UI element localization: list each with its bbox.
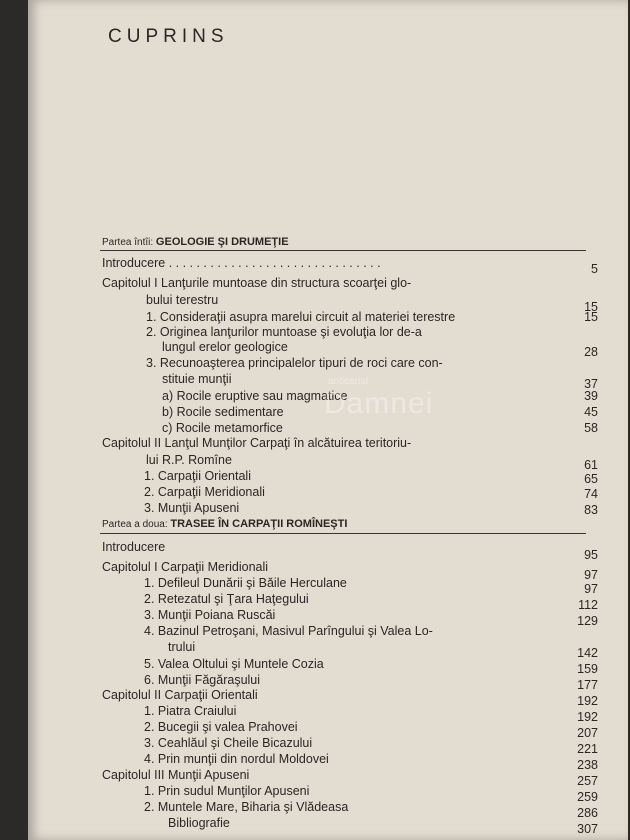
part-one-name: GEOLOGIE ŞI DRUMEŢIE <box>155 236 289 248</box>
toc-entry-text: a) Rocile eruptive sau magmatice <box>162 389 348 403</box>
toc-page-number: 39 <box>584 389 598 403</box>
toc-entry-text: Introducere <box>102 540 166 554</box>
toc-page-number: 112 <box>578 598 598 612</box>
toc-page-number: 259 <box>577 790 598 804</box>
book-page <box>28 0 628 840</box>
toc-entry-text: 5. Valea Oltului şi Muntele Cozia <box>144 657 324 671</box>
toc-entry-text: 2. Muntele Mare, Biharia şi Vlădeasa <box>144 800 349 814</box>
toc-page-number: 58 <box>584 421 598 435</box>
toc-page-number: 83 <box>584 503 598 517</box>
watermark-sub: anticariat <box>328 376 369 387</box>
toc-page-number: 257 <box>577 774 598 788</box>
toc-entry-text: Bibliografie <box>168 816 230 830</box>
toc-page-number: 95 <box>584 548 598 562</box>
toc-entry-text: Capitolul II Lanţul Munţilor Carpaţi în alcătuirea teritoriu- <box>102 436 412 450</box>
toc-entry-text: Introducere . . . . . . . . . . . . . . . . . . . . . . . . . . . . . . . <box>102 256 381 270</box>
toc-page-number: 65 <box>584 472 598 486</box>
toc-page-number: 221 <box>577 742 598 756</box>
toc-entry-text: Capitolul I Carpaţii Meridionali <box>102 560 269 574</box>
toc-page-number: 286 <box>577 806 598 820</box>
part-one-heading <box>102 236 289 248</box>
toc-page-number: 129 <box>577 614 598 628</box>
toc-page-number: 142 <box>577 646 598 660</box>
toc-entry-text: stituie munţii <box>162 372 232 386</box>
toc-page-number: 45 <box>584 405 598 419</box>
toc-page-number: 192 <box>577 694 598 708</box>
toc-entry-text: b) Rocile sedimentare <box>162 405 284 419</box>
divider <box>100 533 586 534</box>
toc-page-number: 177 <box>577 678 598 692</box>
toc-page-number: 15 <box>584 300 598 314</box>
toc-page-number: 61 <box>584 458 598 472</box>
watermark: Damnei <box>324 387 434 420</box>
toc-entry-text: lungul erelor geologice <box>162 340 288 354</box>
toc-entry-text: c) Rocile metamorfice <box>162 421 283 435</box>
part-two-label: Partea a doua: <box>102 519 168 530</box>
toc-page-number: 15 <box>584 310 598 324</box>
toc-entry-text: 1. Piatra Craiului <box>144 704 237 718</box>
toc-entry-text: 3. Recunoaşterea principalelor tipuri de roci care con- <box>146 356 443 370</box>
toc-entry-text: 2. Retezatul şi Ţara Haţegului <box>144 592 309 606</box>
part-two-heading <box>102 518 347 530</box>
toc-entry-text: trului <box>168 640 196 654</box>
part-two-name: TRASEE ÎN CARPAŢII ROMÎNEŞTI <box>170 518 348 530</box>
toc-page-number: 159 <box>577 662 598 676</box>
toc-entry-text: 3. Munţii Apuseni <box>144 501 240 515</box>
toc-entry-text: lui R.P. Romîne <box>146 453 232 467</box>
toc-entry-text: Capitolul I Lanţurile muntoase din structura scoarţei glo- <box>102 276 412 290</box>
toc-page-number: 207 <box>577 726 598 740</box>
toc-entry-text: 4. Bazinul Petroşani, Masivul Parîngului şi Valea Lo- <box>144 624 433 638</box>
page-title: CUPRINS <box>108 26 229 47</box>
toc-page-number: 238 <box>577 758 598 772</box>
toc-entry-text: 3. Munţii Poiana Ruscăi <box>144 608 276 622</box>
toc-page-number: 74 <box>584 487 598 501</box>
toc-entry-text: 2. Carpaţii Meridionali <box>144 485 265 499</box>
toc-entry-text: Capitolul II Carpaţii Orientali <box>102 688 258 702</box>
toc-entry-text: bului terestru <box>146 293 219 307</box>
toc-page-number: 97 <box>584 582 598 596</box>
toc-entry-text: 2. Bucegii şi valea Prahovei <box>144 720 298 734</box>
toc-page-number: 37 <box>584 377 598 391</box>
toc-entry-text: 1. Prin sudul Munţilor Apuseni <box>144 784 310 798</box>
toc-page-number: 97 <box>584 568 598 582</box>
toc-entry-text: 3. Ceahlăul şi Cheile Bicazului <box>144 736 313 750</box>
toc-entry-text: Capitolul III Munţii Apuseni <box>102 768 250 782</box>
toc-entry-text: 2. Originea lanţurilor muntoase şi evoluţia lor de-a <box>146 325 422 339</box>
toc-page-number: 307 <box>577 822 598 836</box>
toc-page-number: 192 <box>577 710 598 724</box>
toc-page-number: 28 <box>584 345 598 359</box>
toc-entry-text: 1. Defileul Dunării şi Băile Herculane <box>144 576 347 590</box>
toc-entry-text: 1. Consideraţii asupra marelui circuit al materiei terestre <box>146 310 456 324</box>
part-one-label: Partea întîi: <box>102 237 154 248</box>
divider <box>100 250 586 251</box>
toc-page-number: 5 <box>591 262 598 276</box>
toc-entry-text: 6. Munţii Făgăraşului <box>144 673 261 687</box>
toc-entry-text: 4. Prin munţii din nordul Moldovei <box>144 752 329 766</box>
toc-entry-text: 1. Carpaţii Orientali <box>144 469 251 483</box>
